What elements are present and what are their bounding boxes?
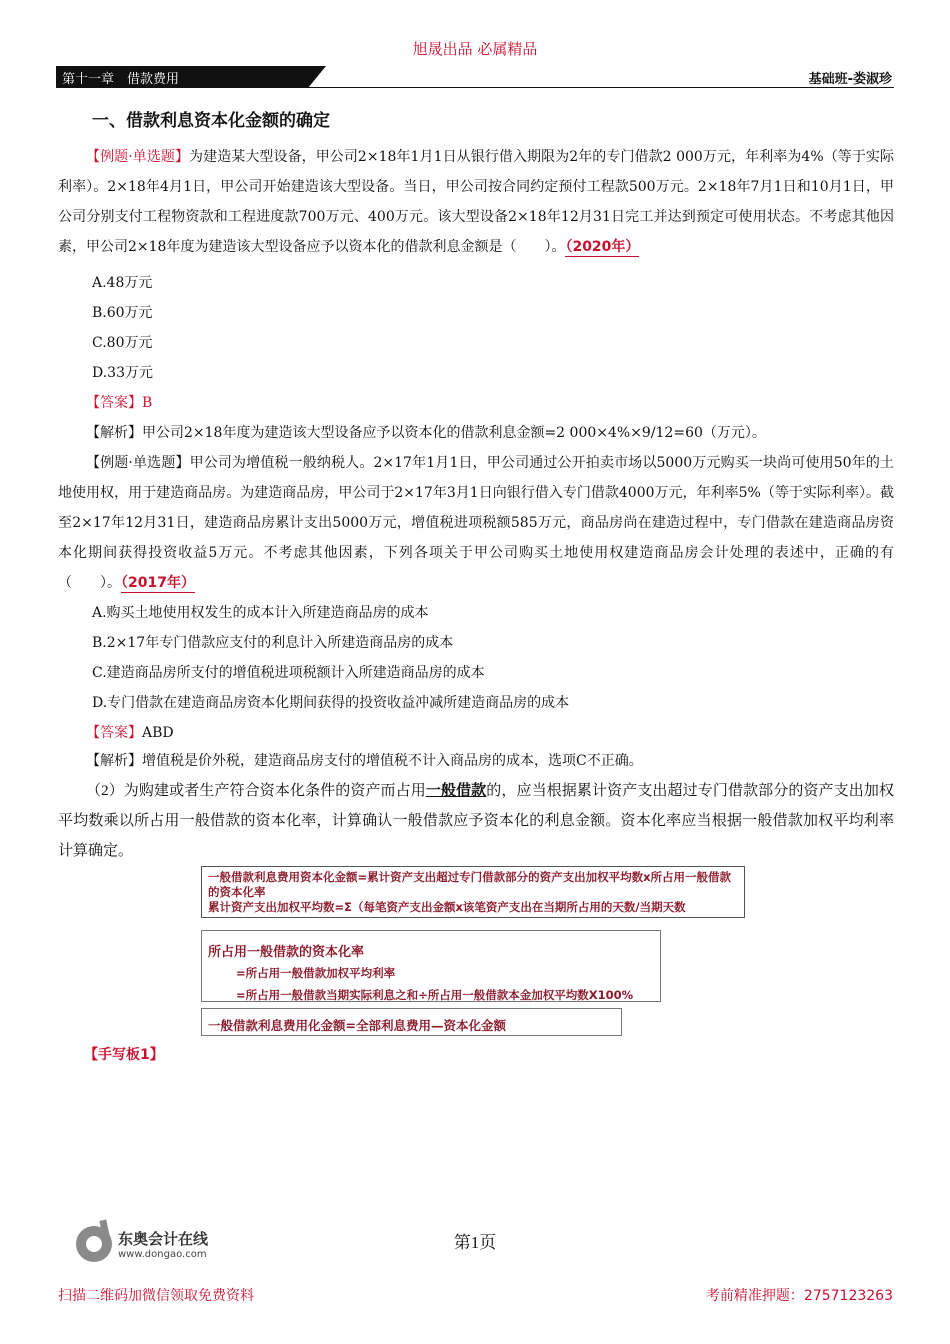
question-1-year: （2020年）	[565, 239, 640, 255]
q2-analysis-text: 增值税是价外税，建造商品房支付的增值税不计入商品房的成本，选项C不正确。	[142, 753, 643, 769]
q2-option-c: C.建造商品房所支付的增值税进项税额计入所建造商品房的成本	[92, 665, 485, 681]
formula-weighted-average: 累计资产支出加权平均数=Σ（每笔资产支出金额x该笔资产支出在当期所占用的天数/当期天数	[208, 900, 686, 914]
chapter-bar	[56, 66, 326, 88]
header-rule	[56, 87, 894, 88]
course-teacher: 基础班-娄淑珍	[808, 72, 892, 87]
q1-answer-tag: 【答案】	[86, 395, 142, 411]
q2-analysis	[86, 746, 643, 776]
para2-before: （2）为购建或者生产符合资本化条件的资产而占用	[86, 783, 426, 799]
formula-rate-line-1: =所占用一般借款加权平均利率	[236, 966, 396, 980]
handwrite-board-label: 【手写板1】	[84, 1047, 164, 1063]
q1-analysis-text: 甲公司2×18年度为建造该大型设备应予以资本化的借款利息金额=2 000×4%×9/12=60（万元）。	[142, 425, 766, 441]
q2-option-a: A.购买土地使用权发生的成本计入所建造商品房的成本	[92, 605, 429, 621]
para2-after: 的，应当根据累计资产支出超过专门借款部分的资产支出加权平均数乘以所占用一般借款的资本化率，计算确认一般借款应予资本化的利息金额。资本化率应当根据一般借款加权平均利率计算确定。	[58, 783, 894, 859]
q1-option-d: D.33万元	[92, 365, 153, 381]
q1-answer	[86, 388, 152, 418]
logo-url: www.dongao.com	[118, 1249, 207, 1260]
formula-box-capitalization-rate	[201, 930, 661, 1002]
q2-analysis-tag: 【解析】	[86, 753, 142, 769]
question-1-tag: 【例题·单选题】	[86, 149, 190, 165]
q2-answer-value: ABD	[142, 725, 174, 741]
formula-expensed-amount: 一般借款利息费用化金额=全部利息费用—资本化金额	[208, 1018, 506, 1033]
question-2-tag: 【例题·单选题】	[86, 455, 190, 471]
q1-answer-value: B	[142, 395, 153, 411]
formula-rate-line-2: =所占用一般借款当期实际利息之和÷所占用一般借款本金加权平均数X100%	[236, 988, 634, 1002]
question-2	[58, 448, 894, 598]
logo-name: 东奥会计在线	[118, 1230, 209, 1248]
q1-analysis-tag: 【解析】	[86, 425, 142, 441]
formula-capitalized-amount: 一般借款利息费用资本化金额=累计资产支出超过专门借款部分的资产支出加权平均数x所占用一般借款的资本化率	[208, 870, 732, 899]
general-borrowing-paragraph	[58, 776, 894, 866]
page-number: 第1页	[453, 1233, 497, 1252]
general-borrowing-highlight: 一般借款	[425, 783, 487, 799]
q1-option-a: A.48万元	[92, 275, 153, 291]
footer-promo-left: 扫描二维码加微信领取免费资料	[58, 1288, 254, 1304]
question-1-text: 为建造某大型设备，甲公司2×18年1月1日从银行借入期限为2年的专门借款2 000万元，年利率为4%（等于实际利率）。2×18年4月1日，甲公司开始建造该大型设备。当日，甲公司按合同约定预付工程款500万元。2×18年7月1日和10月1日，甲公司分别支付工程物资款和工程进度款700万元、400万元。该大型设备2×18年12月31日完工并达到预定可使用状态。不考虑其他因素，甲公司2×18年度为建造该大型设备应予以资本化的借款利息金额是（ ）。	[58, 149, 894, 255]
question-2-text: 甲公司为增值税一般纳税人。2×17年1月1日，甲公司通过公开拍卖市场以5000万元购买一块尚可使用50年的土地使用权，用于建造商品房。为建造商品房，甲公司于2×17年3月1日向银行借入专门借款4000万元，年利率5%（等于实际利率）。截至2×17年12月31日，建造商品房累计支出5000万元，增值税进项税额585万元，商品房尚在建造过程中，专门借款在建造商品房资本化期间获得投资收益5万元。不考虑其他因素，下列各项关于甲公司购买土地使用权建造商品房会计处理的表述中，正确的有（ ）。	[58, 455, 895, 591]
q2-answer	[86, 718, 174, 748]
q2-option-d: D.专门借款在建造商品房资本化期间获得的投资收益冲减所建造商品房的成本	[92, 695, 570, 711]
q1-option-b: B.60万元	[92, 305, 153, 321]
chapter-title: 第十一章 借款费用	[62, 72, 180, 87]
q1-analysis	[86, 418, 766, 448]
footer-promo-right: 考前精准押题：2757123263	[705, 1288, 893, 1304]
section-title: 一、借款利息资本化金额的确定	[92, 111, 330, 131]
formula-box-expensed-amount	[201, 1008, 622, 1036]
q2-answer-tag: 【答案】	[86, 725, 142, 741]
formula-box-capitalized-amount	[201, 866, 745, 918]
q2-option-b: B.2×17年专门借款应支付的利息计入所建造商品房的成本	[92, 635, 454, 651]
question-1	[58, 142, 894, 262]
q1-option-c: C.80万元	[92, 335, 153, 351]
question-2-year: （2017年）	[121, 575, 195, 591]
top-banner: 旭晟出品 必属精品	[412, 40, 538, 58]
formula-rate-title: 所占用一般借款的资本化率	[208, 945, 365, 960]
